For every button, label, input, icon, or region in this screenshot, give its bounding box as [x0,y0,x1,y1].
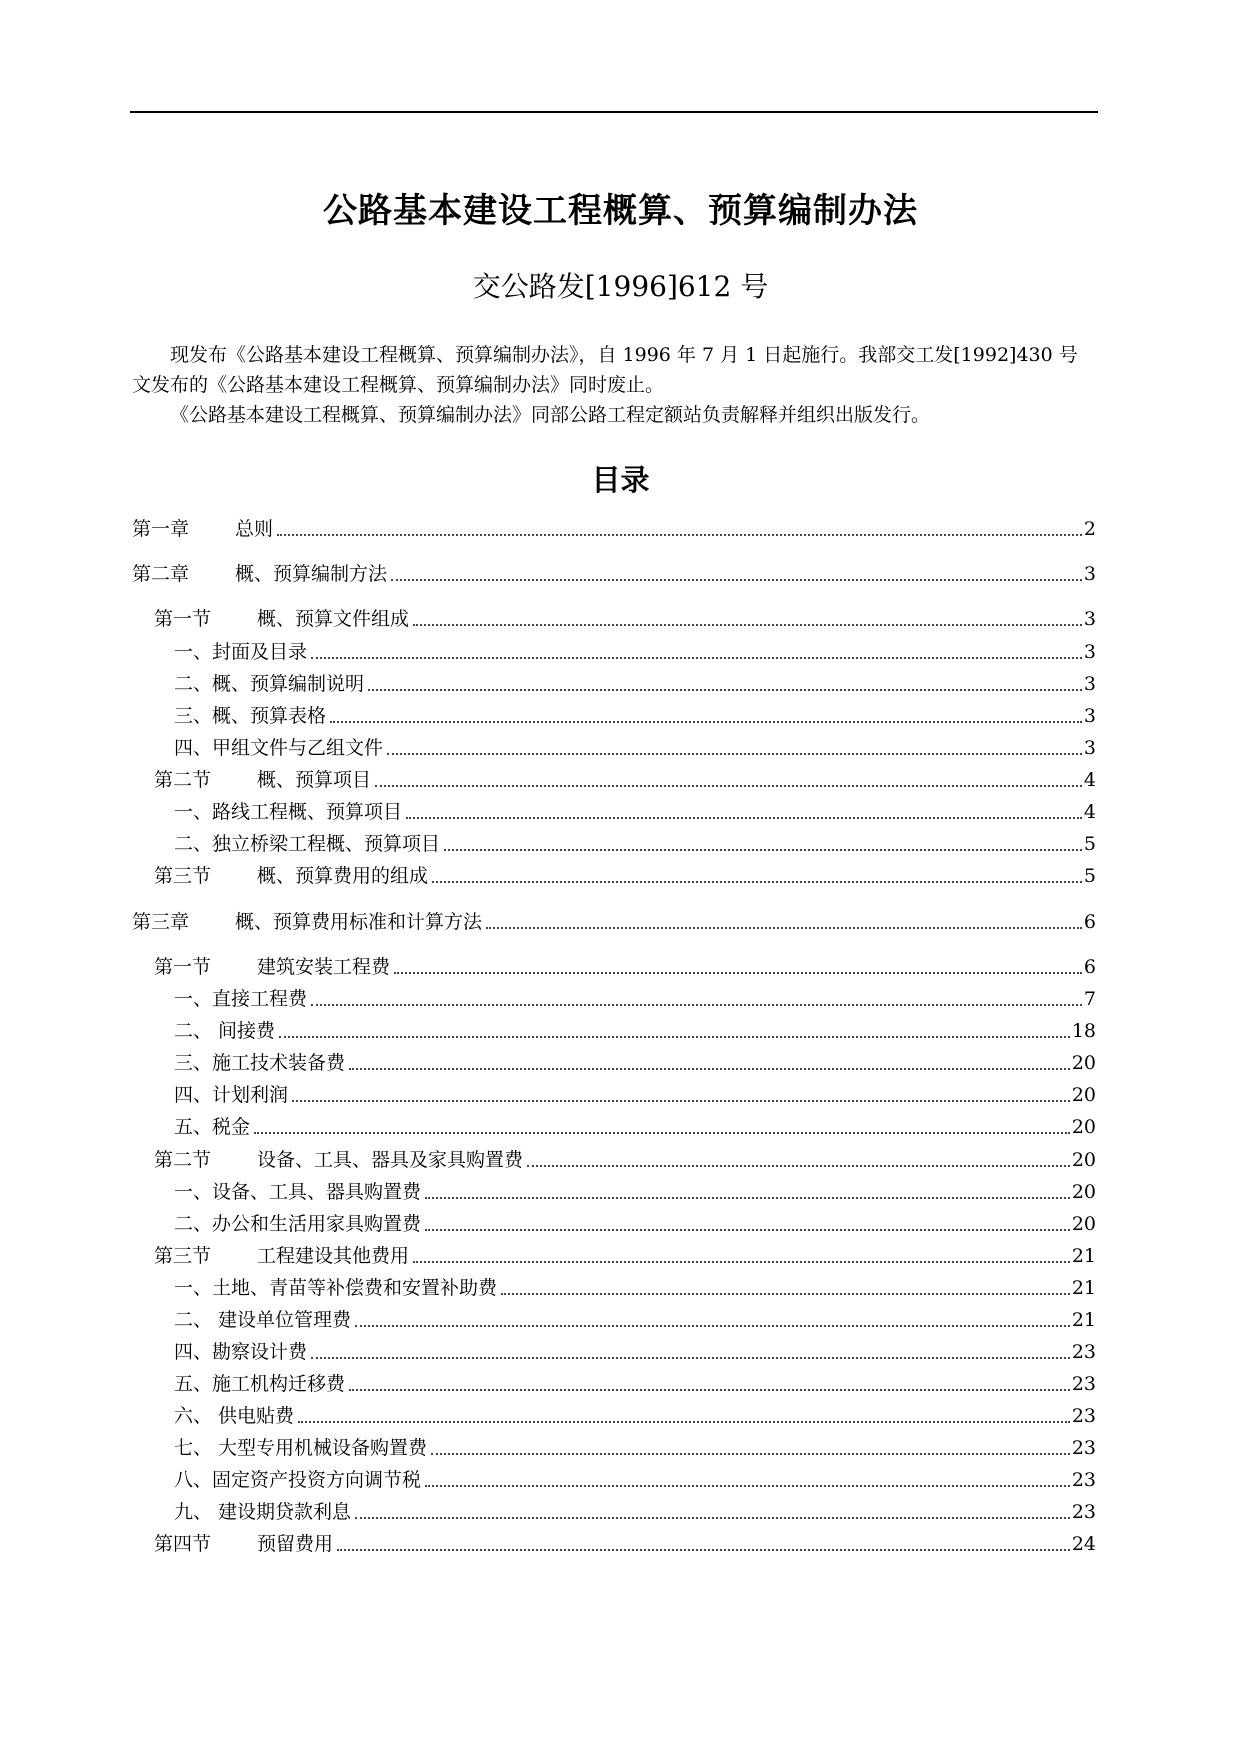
toc-dot-leader [425,1485,1070,1487]
toc-entry-title: 五、施工机构迁移费 [174,1373,346,1395]
toc-entry-title: 建筑安装工程费 [257,956,391,978]
toc-entry-title: 一、封面及目录 [174,641,308,663]
toc-page-number: 23 [1071,1501,1096,1523]
toc-entry[interactable] [174,671,1096,697]
toc-entry-title: 概、预算编制方法 [235,563,388,585]
toc-dot-leader [444,849,1082,851]
toc-entry-title: 一、直接工程费 [174,988,308,1010]
toc-entry[interactable] [174,1403,1096,1429]
toc-entry[interactable] [174,1371,1096,1397]
toc-page-number: 7 [1083,988,1096,1010]
toc-entry-title: 一、路线工程概、预算项目 [174,801,403,823]
toc-entry[interactable] [174,1307,1096,1333]
toc-entry[interactable] [154,1531,1096,1557]
toc-entry[interactable] [132,516,1096,542]
toc-entry[interactable] [174,735,1096,761]
toc-page-number: 20 [1071,1149,1096,1171]
toc-entry-title: 五、税金 [174,1116,251,1138]
toc-page-number: 3 [1083,563,1096,585]
toc-entry-title: 概、预算项目 [257,769,372,791]
toc-dot-leader [349,1068,1070,1070]
toc-dot-leader [425,1197,1070,1199]
toc-entry[interactable] [174,1339,1096,1365]
toc-page-number: 3 [1083,673,1096,695]
preface-paragraph: 现发布《公路基本建设工程概算、预算编制办法》，自 1996 年 7 月 1 日起施行。我部交工发[1992]430 号文发布的《公路基本建设工程概算、预算编制办法》同时废止。 [132,344,1078,396]
toc-entry-title: 二、概、预算编制说明 [174,673,365,695]
toc-dot-leader [413,1261,1070,1263]
toc-entry-title: 四、甲组文件与乙组文件 [174,737,384,759]
toc-entry[interactable] [174,1082,1096,1108]
document-number: 交公路发[1996]612 号 [472,270,769,303]
toc-entry[interactable] [174,1114,1096,1140]
toc-page-number: 20 [1071,1084,1096,1106]
toc-entry-title: 四、勘察设计费 [174,1341,308,1363]
toc-page-number: 21 [1071,1309,1096,1331]
toc-page-number: 21 [1071,1245,1096,1267]
toc-dot-leader [355,1325,1070,1327]
toc-page-number: 23 [1071,1341,1096,1363]
toc-entry-number: 第二节 [154,769,212,791]
toc-page-number: 6 [1083,956,1096,978]
toc-dot-leader [311,1004,1082,1006]
toc-entry-number: 第二节 [154,1149,212,1171]
toc-page-number: 18 [1071,1020,1096,1042]
toc-dot-leader [330,721,1082,723]
toc-dot-leader [394,972,1082,974]
toc-entry-title: 二、独立桥梁工程概、预算项目 [174,833,441,855]
toc-dot-leader [337,1549,1070,1551]
toc-entry[interactable] [154,954,1096,980]
preface-paragraph: 《公路基本建设工程概算、预算编制办法》同部公路工程定额站负责解释并组织出版发行。 [170,404,931,426]
toc-dot-leader [311,1357,1070,1359]
toc-heading: 目录 [591,463,650,497]
toc-dot-leader [355,1517,1070,1519]
toc-entry[interactable] [174,1435,1096,1461]
toc-entry[interactable] [154,863,1096,889]
toc-entry[interactable] [174,1211,1096,1237]
toc-page-number: 20 [1071,1181,1096,1203]
toc-entry-title: 二、 建设单位管理费 [174,1309,352,1331]
toc-entry-title: 八、固定资产投资方向调节税 [174,1469,422,1491]
toc-dot-leader [279,1036,1070,1038]
toc-dot-leader [413,624,1082,626]
toc-entry-title: 概、预算费用标准和计算方法 [235,911,483,933]
toc-entry-number: 第三章 [132,911,190,933]
toc-entry-title: 一、设备、工具、器具购置费 [174,1181,422,1203]
toc-page-number: 3 [1083,608,1096,630]
toc-entry[interactable] [132,561,1096,587]
toc-dot-leader [527,1165,1070,1167]
toc-page-number: 4 [1083,801,1096,823]
toc-page-number: 5 [1083,865,1096,887]
toc-entry-title: 一、土地、青苗等补偿费和安置补助费 [174,1277,498,1299]
toc-entry[interactable] [132,909,1096,935]
toc-dot-leader [349,1389,1070,1391]
document-title: 公路基本建设工程概算、预算编制办法 [323,191,918,231]
toc-entry[interactable] [154,606,1096,632]
toc-entry-title: 概、预算文件组成 [257,608,410,630]
toc-entry-title: 六、 供电贴费 [174,1405,295,1427]
toc-entry-number: 第一节 [154,956,212,978]
toc-page-number: 2 [1083,518,1096,540]
toc-entry-title: 二、办公和生活用家具购置费 [174,1213,422,1235]
toc-dot-leader [277,534,1082,536]
toc-entry[interactable] [174,1275,1096,1301]
toc-entry[interactable] [174,831,1096,857]
toc-dot-leader [368,689,1082,691]
toc-entry[interactable] [174,1018,1096,1044]
toc-entry-title: 四、计划利润 [174,1084,289,1106]
toc-entry[interactable] [174,1050,1096,1076]
toc-page-number: 23 [1071,1373,1096,1395]
toc-dot-leader [254,1132,1070,1134]
toc-dot-leader [292,1100,1070,1102]
toc-dot-leader [406,817,1082,819]
toc-page-number: 24 [1071,1533,1096,1555]
toc-page-number: 3 [1083,737,1096,759]
toc-entry-number: 第二章 [132,563,190,585]
toc-dot-leader [425,1229,1070,1231]
toc-page-number: 23 [1071,1469,1096,1491]
toc-entry[interactable] [154,1147,1096,1173]
toc-entry-title: 概、预算费用的组成 [257,865,429,887]
toc-entry[interactable] [174,1499,1096,1525]
toc-entry-title: 三、施工技术装备费 [174,1052,346,1074]
toc-page-number: 20 [1071,1116,1096,1138]
toc-entry-title: 九、 建设期贷款利息 [174,1501,352,1523]
toc-dot-leader [311,657,1082,659]
toc-entry[interactable] [174,799,1096,825]
toc-entry-number: 第四节 [154,1533,212,1555]
toc-page-number: 3 [1083,641,1096,663]
toc-dot-leader [431,1453,1070,1455]
toc-entry-number: 第三节 [154,865,212,887]
toc-dot-leader [375,785,1082,787]
toc-entry[interactable] [174,1179,1096,1205]
toc-entry-number: 第三节 [154,1245,212,1267]
toc-entry-number: 第一节 [154,608,212,630]
toc-entry-title: 总则 [235,518,274,540]
toc-page-number: 3 [1083,705,1096,727]
toc-entry-title: 设备、工具、器具及家具购置费 [257,1149,524,1171]
toc-entry[interactable] [154,1243,1096,1269]
toc-entry-title: 工程建设其他费用 [257,1245,410,1267]
toc-entry[interactable] [174,986,1096,1012]
toc-page-number: 20 [1071,1213,1096,1235]
toc-dot-leader [501,1293,1070,1295]
toc-page-number: 4 [1083,769,1096,791]
toc-entry-title: 预留费用 [257,1533,334,1555]
toc-dot-leader [391,579,1082,581]
toc-dot-leader [298,1421,1070,1423]
toc-entry[interactable] [174,1467,1096,1493]
toc-entry[interactable] [174,703,1096,729]
toc-page-number: 5 [1083,833,1096,855]
toc-entry[interactable] [174,639,1096,665]
toc-page-number: 23 [1071,1405,1096,1427]
toc-page-number: 23 [1071,1437,1096,1459]
toc-entry-title: 七、 大型专用机械设备购置费 [174,1437,428,1459]
toc-page-number: 20 [1071,1052,1096,1074]
toc-dot-leader [486,927,1082,929]
toc-entry-title: 三、概、预算表格 [174,705,327,727]
toc-entry-title: 二、 间接费 [174,1020,276,1042]
toc-page-number: 6 [1083,911,1096,933]
toc-page-number: 21 [1071,1277,1096,1299]
toc-dot-leader [387,753,1082,755]
toc-entry[interactable] [154,767,1096,793]
toc-dot-leader [432,881,1082,883]
toc-entry-number: 第一章 [132,518,190,540]
